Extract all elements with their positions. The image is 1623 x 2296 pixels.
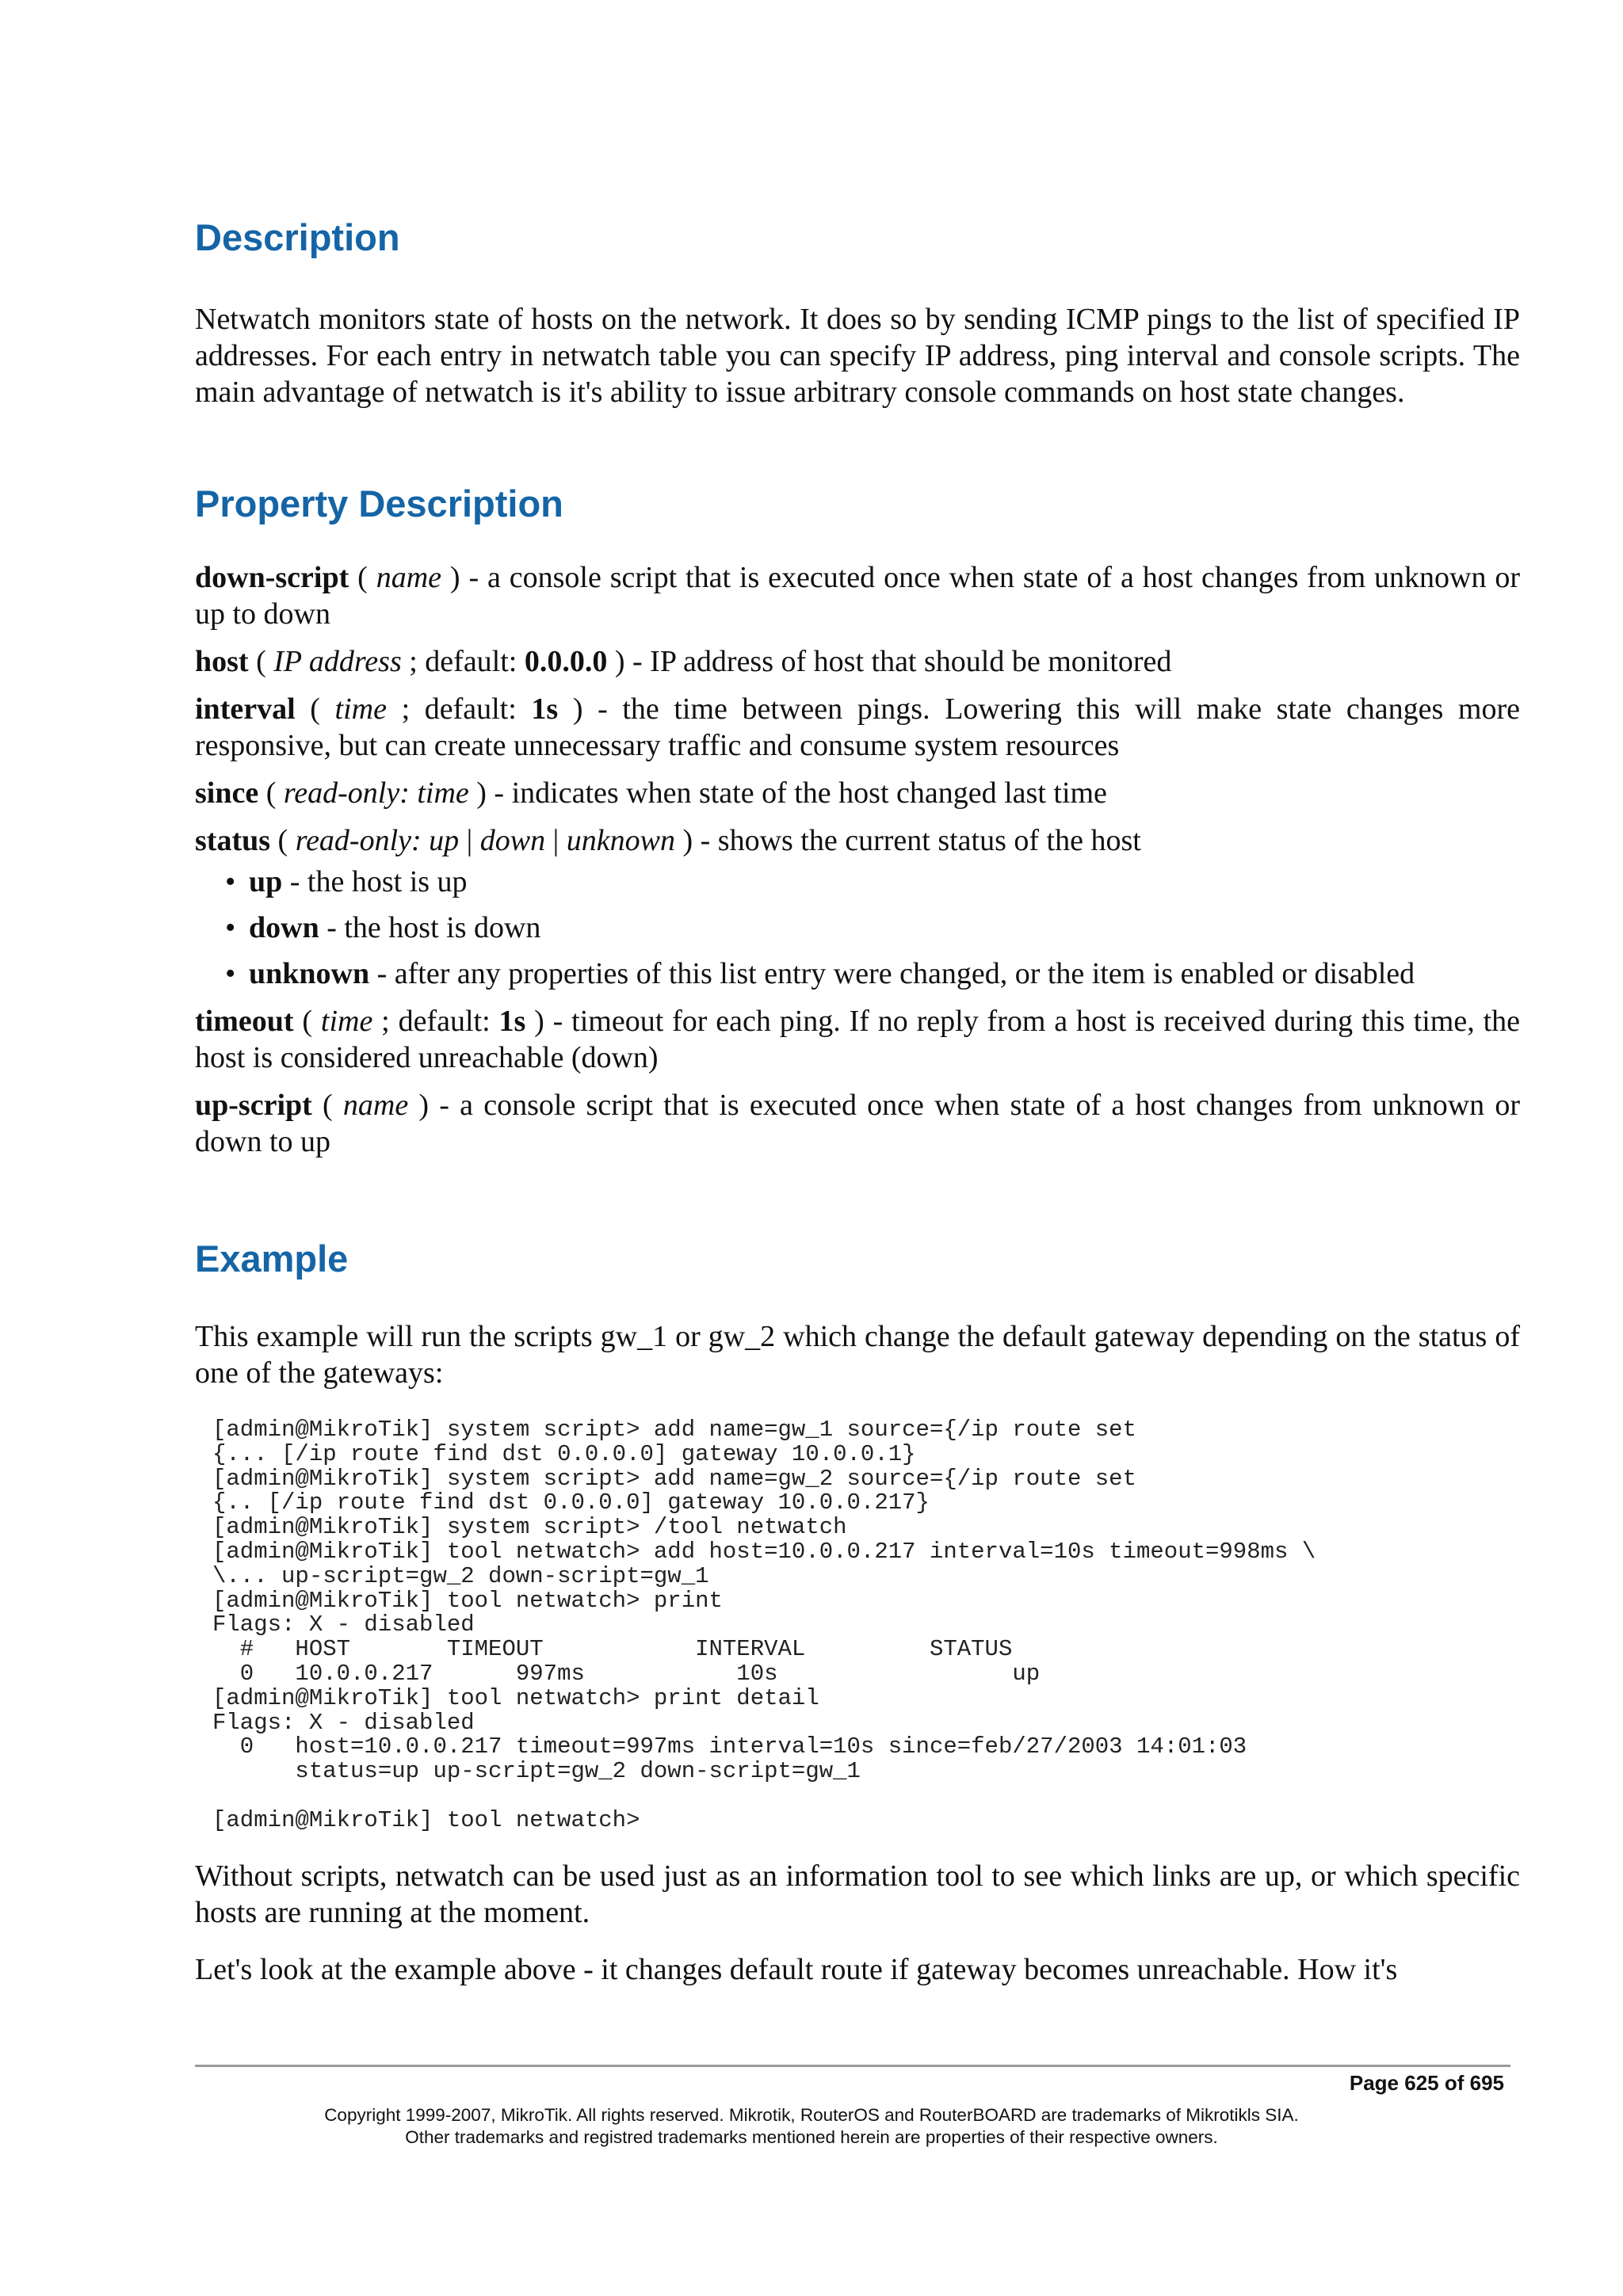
property-name: down-script xyxy=(195,561,349,594)
bullet-term: down xyxy=(249,911,319,944)
property-list xyxy=(195,559,1520,1160)
bullet-term: up xyxy=(249,865,283,898)
property-type: name xyxy=(376,561,441,594)
copyright-line-1: Copyright 1999-2007, MikroTik. All rights reserved. Mikrotik, RouterOS and RouterBOARD are trademarks of Mikrotikls SIA. xyxy=(324,2105,1299,2125)
property-default: 0.0.0.0 xyxy=(524,645,608,678)
bullet-icon: • xyxy=(225,865,236,898)
property-down-script: down-script ( name ) - a console script that is executed once when state of a host changes from unknown or up to down xyxy=(195,561,1521,631)
property-name: since xyxy=(195,776,259,810)
property-name: timeout xyxy=(195,1005,294,1038)
property-default-label: ; default: xyxy=(372,1005,499,1038)
property-text: ) - the time between pings. Lowering this will make state changes more responsive, but can create unnecessary traffic and consume system resources xyxy=(195,692,1520,762)
page-number: Page 625 of 695 xyxy=(1349,2071,1504,2095)
paragraph-lets-look: Let's look at the example above - it changes default route if gateway becomes unreachable. How it's xyxy=(195,1953,1398,1986)
bullet-term: unknown xyxy=(249,957,370,990)
property-type: time xyxy=(334,692,387,726)
property-name: interval xyxy=(195,692,296,726)
property-default: 1s xyxy=(498,1005,526,1038)
bullet-icon: • xyxy=(225,957,236,990)
description-paragraph: Netwatch monitors state of hosts on the network. It does so by sending ICMP pings to the list of specified IP addresses. For each entry in netwatch table you can specify IP address, ping interval and console scripts. The main advantage of netwatch is it's ability to issue arbitrary console commands on host state changes. xyxy=(195,303,1520,409)
property-host: host ( IP address ; default: 0.0.0.0 ) - IP address of host that should be monitored xyxy=(195,645,1172,678)
property-status: status ( read-only: up | down | unknown ) - shows the current status of the host xyxy=(195,824,1141,857)
property-up-script: up-script ( name ) - a console script that is executed once when state of a host changes from unknown or down to up xyxy=(195,1089,1521,1158)
property-name: host xyxy=(195,645,249,678)
property-type: time xyxy=(320,1005,373,1038)
property-type: unknown xyxy=(566,824,675,857)
status-bullet-down xyxy=(195,910,1520,946)
property-default-label: ; default: xyxy=(401,645,525,678)
property-text: ) - shows the current status of the host xyxy=(674,824,1141,857)
heading-example: Example xyxy=(195,1238,349,1280)
heading-property-description: Property Description xyxy=(195,482,563,524)
property-since: since ( read-only: time ) - indicates when state of the host changed last time xyxy=(195,776,1107,810)
property-timeout: timeout ( time ; default: 1s ) - timeout for each ping. If no reply from a host is received during this time, the host is considered unreachable (down) xyxy=(195,1005,1521,1074)
property-type: name xyxy=(342,1089,409,1122)
heading-description: Description xyxy=(195,216,400,258)
property-name: status xyxy=(195,824,271,857)
property-default-label: ; default: xyxy=(386,692,532,726)
property-type: IP address xyxy=(273,645,402,678)
bullet-desc: - after any properties of this list entry were changed, or the item is enabled or disabled xyxy=(369,957,1415,990)
property-text: ) - timeout for each ping. If no reply from a host is received during this time, the host is considered unreachable (down) xyxy=(195,1005,1521,1074)
status-bullet-unknown xyxy=(195,955,1520,992)
property-name: up-script xyxy=(195,1089,312,1122)
property-interval: interval ( time ; default: 1s ) - the time between pings. Lowering this will make state changes more responsive, but can create unnecessary traffic and consume system resources xyxy=(195,692,1520,762)
code-block: [admin@MikroTik] system script> add name=gw_1 source={/ip route set {... [/ip route find dst 0.0.0.0] gateway 10.0.0.1} [admin@MikroTik] system script> add name=gw_2 source={/ip route set {.. [/ip route find dst 0.0.0.0] gateway 10.0.0.217} [admin@MikroTik] system script> /tool netwatch [admin@MikroTik] tool netwatch> add host=10.0.0.217 interval=10s timeout=998ms \ \... up-script=gw_2 down-script=gw_1 [admin@MikroTik] tool netwatch> print Flags: X - disabled # HOST TIMEOUT INTERVAL STATUS 0 10.0.0.217 997ms 10s up [admin@MikroTik] tool netwatch> print detail Flags: X - disabled 0 host=10.0.0.217 timeout=997ms interval=10s since=feb/27/2003 14:01:03 status=up up-script=gw_2 down-script=gw_1 [admin@MikroTik] tool netwatch> xyxy=(212,1417,1316,1833)
property-type: read-only: time xyxy=(283,776,469,810)
bullet-icon: • xyxy=(225,911,236,944)
example-intro: This example will run the scripts gw_1 or gw_2 which change the default gateway depending on the status of one of the gateways: xyxy=(195,1320,1520,1390)
property-type: read-only: up xyxy=(295,824,460,857)
property-text: ) - IP address of host that should be monitored xyxy=(607,645,1172,678)
footer-divider xyxy=(195,2065,1510,2067)
paragraph-without-scripts: Without scripts, netwatch can be used just as an information tool to see which links are up, or which specific hosts are running at the moment. xyxy=(195,1859,1520,1929)
property-text: ) - a console script that is executed once when state of a host changes from unknown or down to up xyxy=(195,1089,1521,1158)
bullet-desc: - the host is down xyxy=(319,911,541,944)
property-type: down xyxy=(479,824,546,857)
bullet-desc: - the host is up xyxy=(282,865,468,898)
property-default: 1s xyxy=(531,692,559,726)
copyright-line-2: Other trademarks and registred trademarks mentioned herein are properties of their respective owners. xyxy=(405,2127,1218,2147)
property-text: ) - a console script that is executed once when state of a host changes from unknown or up to down xyxy=(195,561,1521,631)
property-text: ) - indicates when state of the host changed last time xyxy=(468,776,1107,810)
status-bullet-up xyxy=(195,864,1520,900)
